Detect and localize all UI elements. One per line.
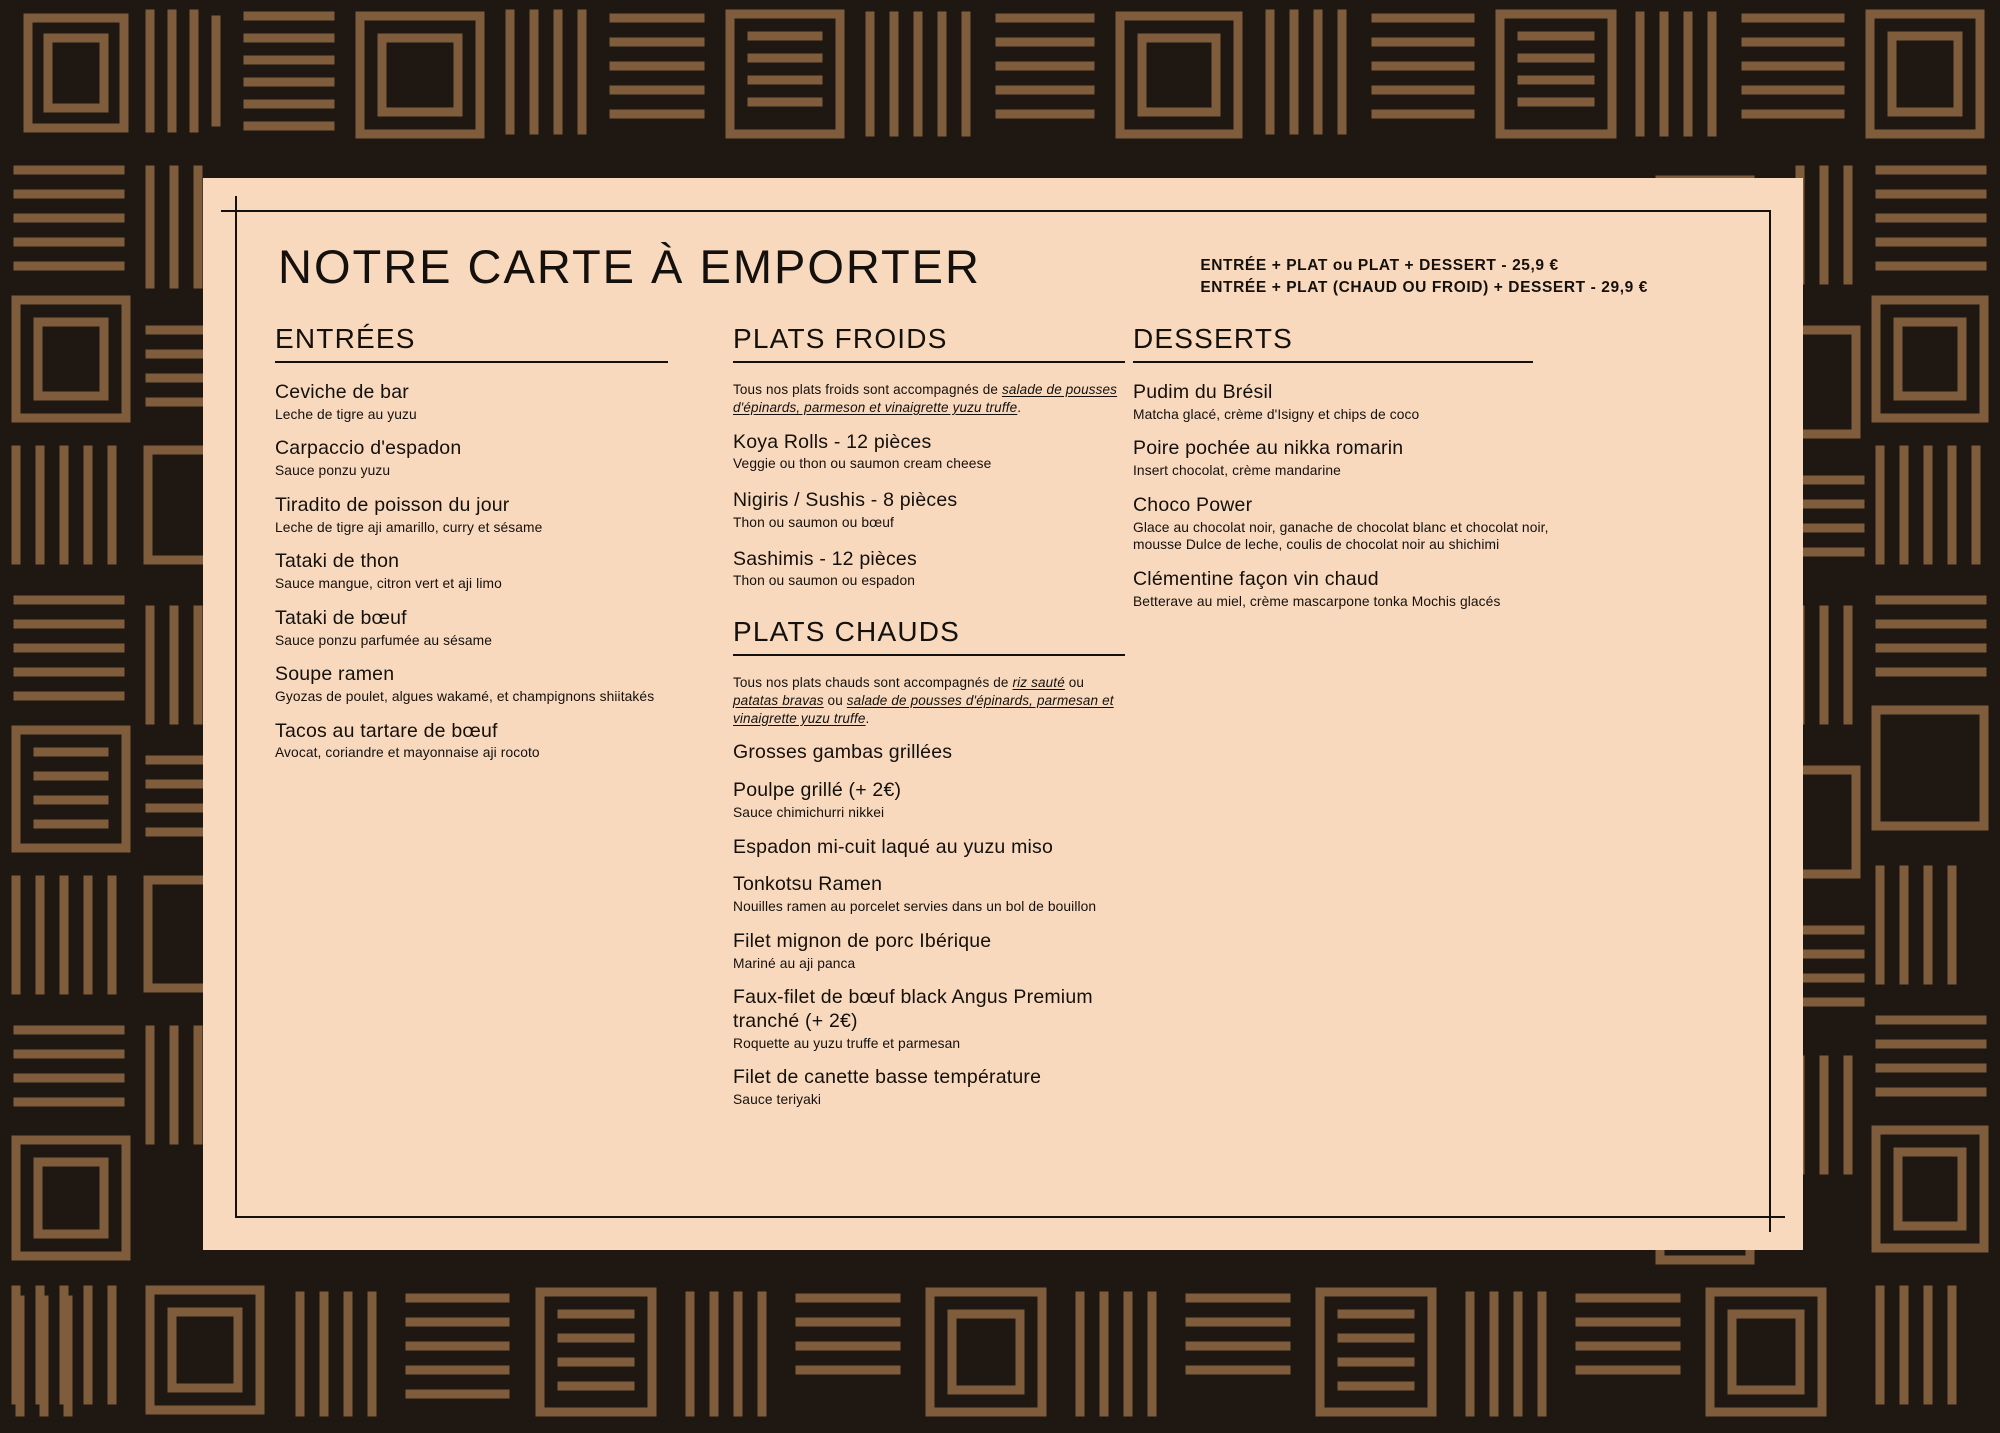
menu-item-desc: Mariné au aji panca [733,955,856,971]
formula-price-1: ENTRÉE + PLAT ou PLAT + DESSERT - 25,9 € [1200,257,1559,274]
section-rule-entrees [275,361,668,363]
menu-item [275,550,695,592]
menu-item-desc: Roquette au yuzu truffe et parmesan [733,1035,961,1051]
menu-item [733,873,1153,915]
menu-item-desc: Sauce teriyaki [733,1092,822,1108]
menu-item-desc: Avocat, coriandre et mayonnaise aji rocoto [275,745,540,761]
note-mid-1: ou [1064,674,1085,690]
menu-item-name: Tonkotsu Ramen [733,873,883,896]
section-title-desserts: DESSERTS [1133,323,1294,354]
menu-item-desc: Sauce mangue, citron vert et aji limo [275,576,502,592]
column-desserts [1133,323,1573,624]
menu-item [733,836,1153,860]
menu-item-desc: Thon ou saumon ou bœuf [733,514,894,530]
note-emphasis-3: salade de pousses d'épinards, parmesan et vinaigrette yuzu truffe [733,692,1114,726]
menu-item [275,663,695,705]
menu-item-name: Soupe ramen [275,663,395,686]
note-suffix: . [1017,399,1022,415]
note-prefix: Tous nos plats chauds sont accompagnés de [733,674,1013,690]
menu-item-desc: Thon ou saumon ou espadon [733,573,915,589]
note-suffix: . [865,710,870,726]
menu-item-desc: Sauce chimichurri nikkei [733,804,885,820]
section-title-plats-chauds: PLATS CHAUDS [733,615,961,647]
menu-item-name: Sashimis - 12 pièces [733,547,917,570]
menu-item [1133,437,1573,479]
corner-mark-bottom-right [1725,1172,1785,1232]
menu-item-desc: Matcha glacé, crème d'Isigny et chips de coco [1133,406,1420,422]
menu-header [278,233,1743,313]
menu-item [275,381,695,423]
menu-item [1133,381,1573,423]
section-title-plats-froids: PLATS FROIDS [733,323,948,354]
formula-prices [1200,255,1648,300]
menu-item-desc: Insert chocolat, crème mandarine [1133,463,1341,479]
menu-item [275,494,695,536]
menu-item-desc: Gyozas de poulet, algues wakamé, et champignons shiitakés [275,688,655,704]
menu-item-desc: Sauce ponzu yuzu [275,463,391,479]
menu-item-name: Nigiris / Sushis - 8 pièces [733,489,958,512]
note-emphasis-2: patatas bravas [733,692,824,708]
menu-item-desc: Veggie ou thon ou saumon cream cheese [733,456,992,472]
menu-item-name: Carpaccio d'espadon [275,437,462,460]
menu-item-name: Filet mignon de porc Ibérique [733,929,992,952]
menu-item-name: Ceviche de bar [275,381,409,403]
menu-item [275,607,695,649]
note-mid-2: ou [823,692,847,708]
corner-mark-top-left [221,196,281,256]
menu-item-name: Clémentine façon vin chaud [1133,567,1379,590]
menu-item-desc: Leche de tigre au yuzu [275,406,417,422]
menu-item [275,437,695,479]
menu-item [275,720,695,762]
menu-item [733,489,1153,531]
menu-item-name: Koya Rolls - 12 pièces [733,430,932,453]
section-rule-desserts [1133,361,1533,363]
menu-item-name: Tataki de thon [275,550,400,573]
section-rule-plats-froids [733,361,1125,363]
menu-item [733,930,1153,972]
menu-item-name: Tacos au tartare de bœuf [275,719,498,742]
menu-item-desc: Glace au chocolat noir, ganache de chocolat blanc et chocolat noir, mousse Dulce de leche, coulis de chocolat noir au shichimi [1133,519,1549,553]
menu-item-name: Choco Power [1133,493,1253,516]
menu-item [733,986,1153,1052]
section-rule-plats-chauds [733,654,1125,656]
menu-item-desc: Leche de tigre aji amarillo, curry et sésame [275,519,543,535]
menu-item-name: Espadon mi-cuit laqué au yuzu miso [733,835,1054,858]
note-prefix: Tous nos plats froids sont accompagnés de [733,382,1002,397]
column-entrees [275,323,695,776]
formula-price-2: ENTRÉE + PLAT (CHAUD OU FROID) + DESSERT - 29,9 € [1200,279,1648,297]
menu-item [733,431,1153,473]
menu-item-name: Faux-filet de bœuf black Angus Premium tranché (+ 2€) [733,986,1093,1033]
menu-item-desc: Betterave au miel, crème mascarpone tonka Mochis glacés [1133,593,1501,609]
menu-item-name: Pudim du Brésil [1133,381,1273,403]
menu-item-name: Tataki de bœuf [275,606,407,629]
menu-item-name: Tiradito de poisson du jour [275,493,510,516]
menu-item [733,741,1153,765]
menu-item [733,1066,1153,1108]
menu-item [1133,494,1573,554]
section-note-plats-froids [733,381,1133,417]
section-note-plats-chauds [733,674,1133,727]
note-emphasis: salade de pousses d'épinards, parmeson et vinaigrette yuzu truffe [733,382,1118,415]
menu-item-desc: Sauce ponzu parfumée au sésame [275,632,492,648]
menu-card [203,178,1803,1250]
page-title: NOTRE CARTE À EMPORTER [278,240,981,293]
menu-item-name: Poire pochée au nikka romarin [1133,437,1404,460]
menu-item-name: Filet de canette basse température [733,1066,1042,1089]
menu-item-desc: Nouilles ramen au porcelet servies dans un bol de bouillon [733,899,1097,915]
menu-item-name: Grosses gambas grillées [733,741,953,764]
column-plats [733,323,1153,1123]
section-title-entrees: ENTRÉES [275,323,416,354]
menu-item [733,779,1153,821]
menu-item [1133,568,1573,610]
menu-item [733,548,1153,590]
menu-item-name: Poulpe grillé (+ 2€) [733,779,902,802]
note-emphasis-1: riz sauté [1012,674,1065,690]
